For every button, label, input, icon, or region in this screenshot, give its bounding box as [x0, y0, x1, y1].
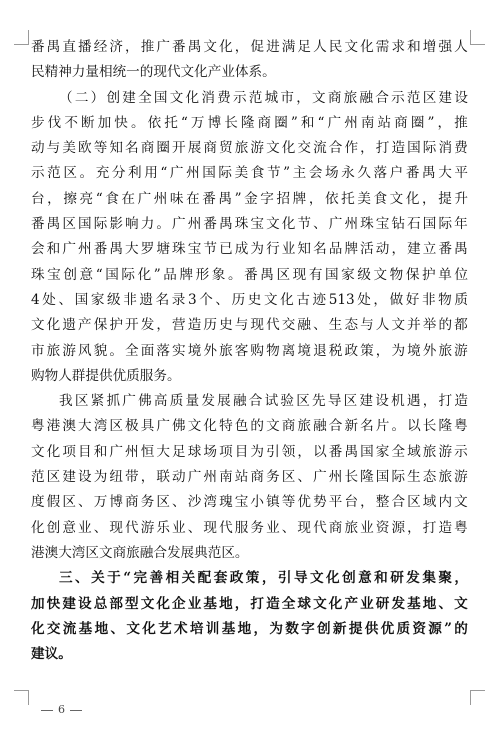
footer-dash-left	[41, 710, 53, 711]
text-line: 化 交 流 基 地 、 文 化 艺 术 培 训 基 地 ， 为 数 字 创 新 提 供 优 质 资 源 ” 的	[31, 620, 468, 637]
text-line: 三 、 关 于 “ 完 善 相 关 配 套 政 策 ， 引 导 文 化 创 意 和 研 发 集 聚 ，	[59, 570, 468, 587]
footer-dash-right	[70, 710, 82, 711]
text-line: 番 禺 区 国 际 影 响 力 。 广 州 番 禺 珠 宝 文 化 节 、 广 州 珠 宝 钻 石 国 际 年	[31, 216, 468, 233]
text-line: 建 议 。	[31, 646, 72, 663]
page-footer	[36, 703, 87, 716]
text-line: 范 区 建 设 为 纽 带 ， 联 动 广 州 南 站 商 务 区 、 广 州 长 隆 国 际 生 态 旅 游	[31, 469, 468, 486]
text-line: 化 创 意 业 、 现 代 游 乐 业 、 现 代 服 务 业 、 现 代 商 旅 业 资 源 ， 打 造 粤	[31, 519, 468, 536]
text-line: （ 二 ） 创 建 全 国 文 化 消 费 示 范 城 市 ， 文 商 旅 融 合 示 范 区 建 设	[59, 89, 468, 106]
text-line: 4 处 、 国 家 级 非 遗 名 录 3 个 、 历 史 文 化 古 迹 513 处 ， 做 好 非 物 质	[31, 291, 468, 308]
text-line: 台 ， 擦 亮 “ 食 在 广 州 味 在 番 禺 ” 金 字 招 牌 ， 依 托 美 食 文 化 ， 提 升	[31, 190, 468, 207]
text-line: 我 区 紧 抓 广 佛 高 质 量 发 展 融 合 试 验 区 先 导 区 建 设 机 遇 ， 打 造	[59, 393, 468, 410]
text-line: 示 范 区 。 充 分 利 用 “ 广 州 国 际 美 食 节 ” 主 会 场 永 久 落 户 番 禺 大 平	[31, 165, 468, 182]
text-line: 粤 港 澳 大 湾 区 极 具 广 佛 文 化 特 色 的 文 商 旅 融 合 新 名 片 。 以 长 隆 粤	[31, 418, 468, 435]
document-body	[31, 35, 468, 667]
text-line: 民 精 神 力 量 相 统 一 的 现 代 文 化 产 业 体 系 。	[31, 64, 276, 81]
crop-mark-bottom-right	[470, 690, 485, 705]
crop-mark-top-left	[14, 30, 29, 45]
text-line: 购 物 人 群 提 供 优 质 服 务 。	[31, 367, 181, 384]
text-line: 会 和 广 州 番 禺 大 罗 塘 珠 宝 节 已 成 为 行 业 知 名 品 牌 活 动 ， 建 立 番 禺	[31, 241, 468, 258]
text-line: 市 旅 游 风 貌 。 全 面 落 实 境 外 旅 客 购 物 离 境 退 税 政 策 ， 为 境 外 旅 游	[31, 342, 468, 359]
text-line: 文 化 项 目 和 广 州 恒 大 足 球 场 项 目 为 引 领 ， 以 番 禺 国 家 全 域 旅 游 示	[31, 443, 468, 460]
page-number: 6	[58, 703, 65, 716]
text-line: 文 化 遗 产 保 护 开 发 ， 营 造 历 史 与 现 代 交 融 、 生 态 与 人 文 并 举 的 都	[31, 317, 468, 334]
text-line: 步 伐 不 断 加 快 。 依 托 “ 万 博 长 隆 商 圈 ” 和 “ 广 州 南 站 商 圈 ” ， 推	[31, 114, 468, 131]
text-line: 港 澳 大 湾 区 文 商 旅 融 合 发 展 典 范 区 。	[31, 544, 249, 561]
text-line: 加 快 建 设 总 部 型 文 化 企 业 基 地 ， 打 造 全 球 文 化 产 业 研 发 基 地 、 文	[31, 595, 468, 612]
text-line: 番 禺 直 播 经 济 ， 推 广 番 禺 文 化 ， 促 进 满 足 人 民 文 化 需 求 和 增 强 人	[31, 39, 468, 55]
text-line: 度 假 区 、 万 博 商 务 区 、 沙 湾 瑰 宝 小 镇 等 优 势 平 台 ， 整 合 区 域 内 文	[31, 494, 468, 511]
crop-mark-top-right	[470, 30, 485, 45]
text-line: 珠 宝 创 意 “ 国 际 化 ” 品 牌 形 象 。 番 禺 区 现 有 国 家 级 文 物 保 护 单 位	[31, 266, 468, 283]
text-line: 动 与 美 欧 等 知 名 商 圈 开 展 商 贸 旅 游 文 化 交 流 合 作 ， 打 造 国 际 消 费	[31, 140, 468, 157]
crop-mark-bottom-left	[14, 690, 29, 705]
